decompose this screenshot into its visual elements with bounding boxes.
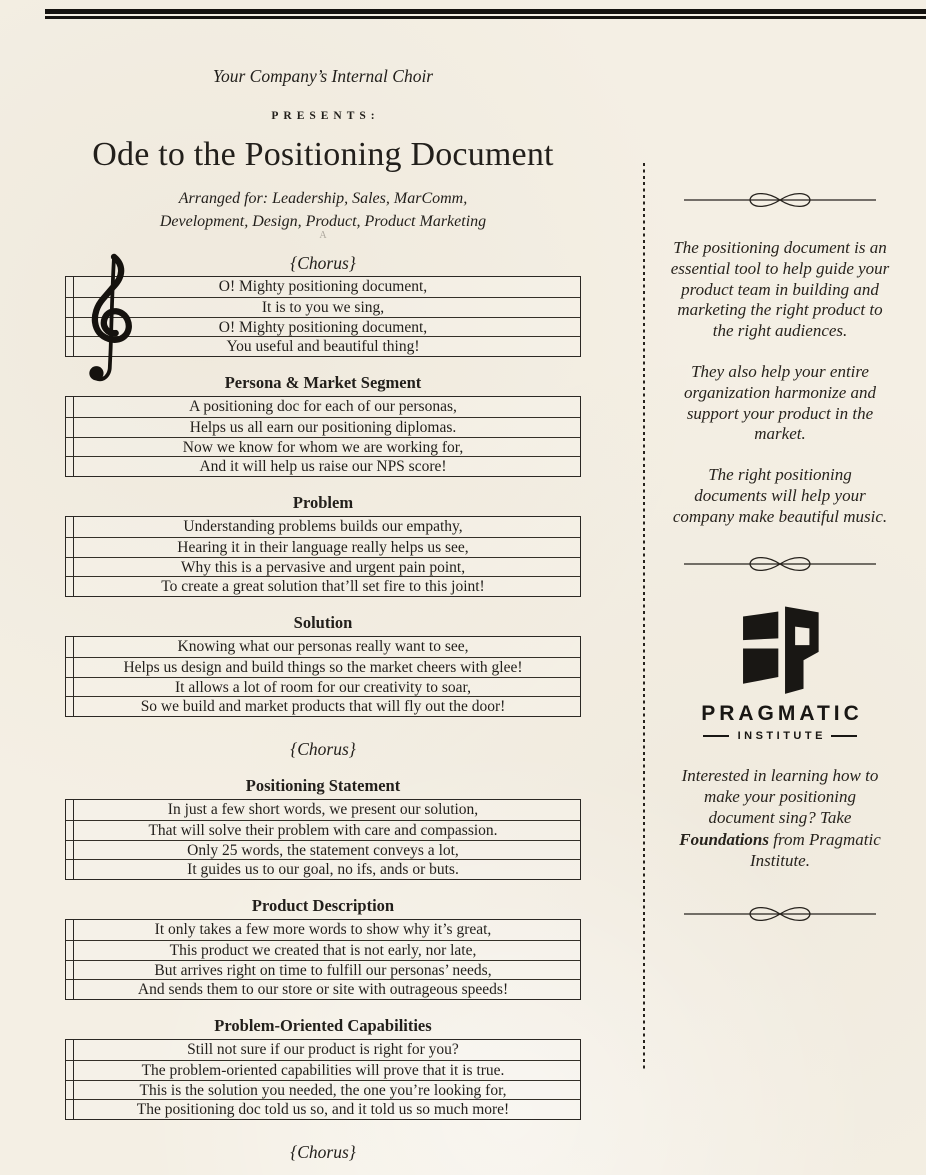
stray-print-mark: A [319, 230, 327, 241]
lyric-line: Helps us all earn our positioning diplomas. [66, 417, 580, 437]
section-heading: Persona & Market Segment [224, 373, 422, 392]
lyric-line: This product we created that is not early, nor late, [66, 940, 580, 960]
cta-after: from Pragmatic Institute. [750, 829, 881, 871]
lyric-line: To create a great solution that’ll set fire to this joint! [66, 576, 580, 596]
section-heading: Product Description [251, 896, 395, 915]
sidebar [663, 0, 897, 924]
pragmatic-institute-logo [663, 604, 897, 743]
music-staff [65, 799, 581, 880]
lyric-line: It is to you we sing, [66, 297, 580, 317]
cta-before: Interested in learning how to make your positioning document sing? Take [681, 765, 879, 828]
music-staff [65, 276, 581, 357]
sidebar-paragraph: They also help your entire organization harmonize and support your product in the market. [683, 361, 877, 444]
chorus-label: {Chorus} [290, 1142, 356, 1162]
institute-wordmark-row [663, 729, 897, 743]
pragmatic-logo-mark-icon [738, 604, 822, 698]
bow-knot-divider-icon [663, 904, 897, 924]
sidebar-paragraph: The right positioning documents will help your company make beautiful music. [672, 465, 888, 526]
chorus-label: {Chorus} [290, 739, 356, 759]
lyric-line: Knowing what our personas really want to see, [177, 638, 469, 655]
music-staff [65, 636, 581, 717]
lyric-line: Helps us design and build things so the market cheers with glee! [66, 657, 580, 677]
lyric-line: It guides us to our goal, no ifs, ands or buts. [66, 859, 580, 879]
institute-wordmark: INSTITUTE [737, 729, 826, 742]
lyric-line: The problem-oriented capabilities will prove that it is true. [66, 1060, 580, 1080]
section-heading: Problem-Oriented Capabilities [214, 1016, 432, 1035]
page-title: Ode to the Positioning Document [92, 136, 554, 173]
arranged-for-text [45, 187, 601, 233]
lyric-line: Still not sure if our product is right for you? [187, 1041, 459, 1058]
lyric-line: But arrives right on time to fulfill our personas’ needs, [66, 960, 580, 980]
lyric-line: A positioning doc for each of our personas, [189, 398, 457, 415]
lyric-line: You useful and beautiful thing! [66, 336, 580, 356]
lyric-line: In just a few short words, we present our solution, [167, 801, 479, 818]
section-heading: Problem [292, 493, 354, 512]
lyric-line: Why this is a pervasive and urgent pain point, [66, 557, 580, 577]
lyric-line: O! Mighty positioning document, [66, 317, 580, 337]
bow-knot-divider-icon [663, 554, 897, 574]
sidebar-paragraph: The positioning document is an essential tool to help guide your product team in building and marketing the right product to the right audiences. [670, 238, 890, 341]
lyric-line: Only 25 words, the statement conveys a lot, [66, 840, 580, 860]
lyric-line: It only takes a few more words to show why it’s great, [154, 921, 492, 938]
music-staff [65, 396, 581, 477]
lyric-line: Understanding problems builds our empathy, [183, 518, 463, 535]
section-heading: Solution [293, 613, 353, 632]
lyric-line: This is the solution you needed, the one you’re looking for, [66, 1080, 580, 1100]
main-column [45, 0, 601, 1163]
music-staff [65, 1039, 581, 1120]
music-staff [65, 919, 581, 1000]
kicker-text: Your Company’s Internal Choir [212, 66, 434, 86]
lyric-line: It allows a lot of room for our creativity to soar, [66, 677, 580, 697]
song-sections [45, 252, 601, 1163]
dotted-vertical-divider [643, 163, 645, 1070]
lyric-line: O! Mighty positioning document, [218, 278, 428, 295]
cta-text [669, 765, 891, 872]
section-heading: Positioning Statement [245, 776, 401, 795]
lyric-line: Now we know for whom we are working for, [66, 437, 580, 457]
music-staff [65, 516, 581, 597]
cta-bold: Foundations [679, 829, 769, 849]
arranged-line: Development, Design, Product, Product Marketing [159, 213, 487, 230]
lyric-line: Hearing it in their language really helps us see, [66, 537, 580, 557]
lyric-line: That will solve their problem with care and compassion. [66, 820, 580, 840]
lyric-line: So we build and market products that will fly out the door! [66, 696, 580, 716]
dash-rule [831, 735, 857, 737]
lyric-line: The positioning doc told us so, and it told us so much more! [66, 1099, 580, 1119]
brand-wordmark: PRAGMATIC [701, 701, 863, 725]
arranged-line: Arranged for: Leadership, Sales, MarComm, [178, 190, 468, 207]
lyric-line: And it will help us raise our NPS score! [66, 456, 580, 476]
dash-rule [703, 735, 729, 737]
sidebar-paragraphs [663, 238, 897, 528]
lyric-line: And sends them to our store or site with outrageous speeds! [66, 979, 580, 999]
bow-knot-divider-icon [663, 190, 897, 210]
section-heading: {Chorus} [290, 253, 356, 273]
presents-label: PRESENTS: [271, 110, 380, 122]
